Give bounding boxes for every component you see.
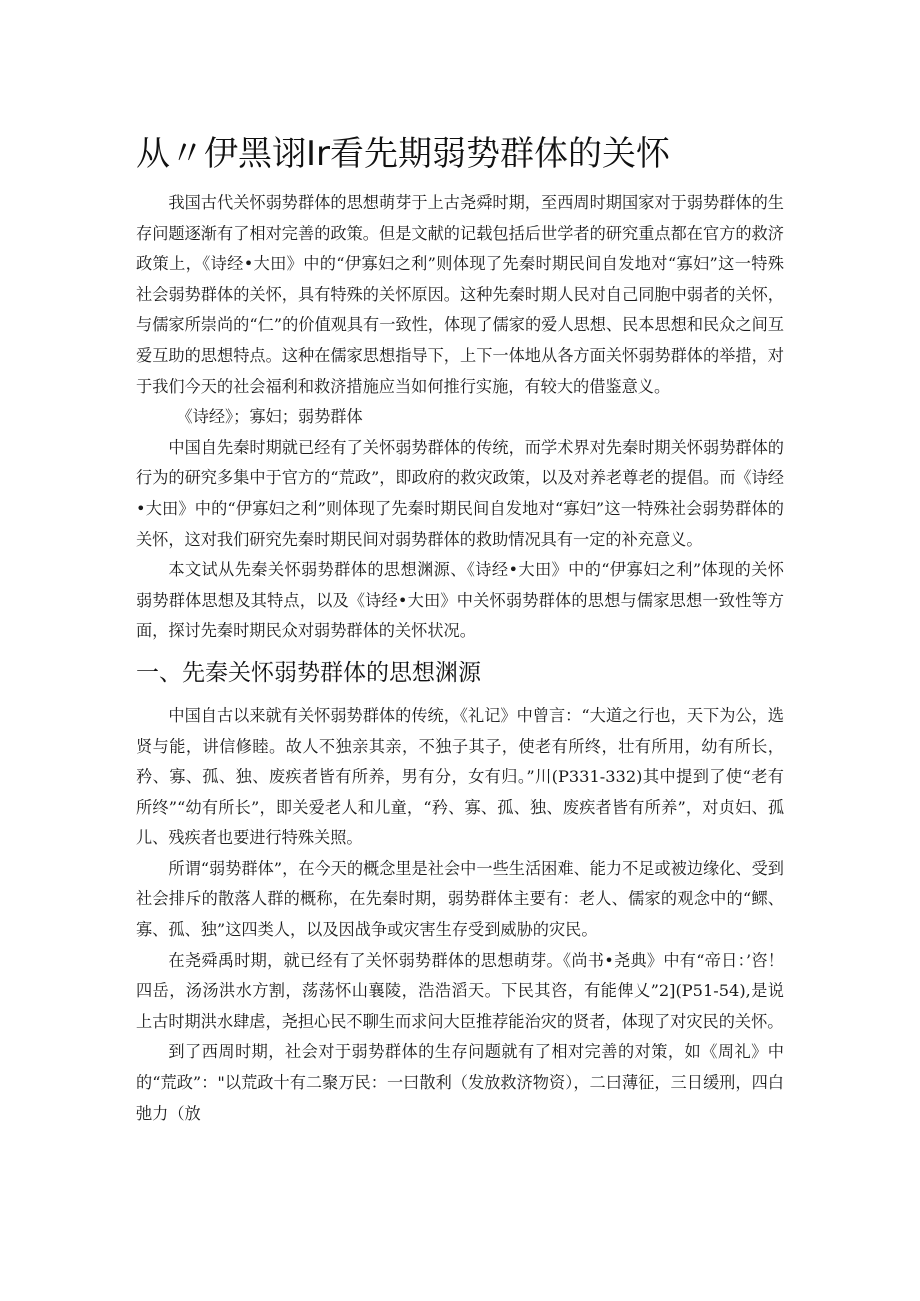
intro-paragraph: 中国自先秦时期就已经有了关怀弱势群体的传统，而学术界对先秦时期关怀弱势群体的行为的研究多集中于官方的“荒政”，即政府的救灾政策，以及对养老尊老的提倡。而《诗经•大田》中的“伊寡妇之利”则体现了先秦时期民间自发地对“寡妇”这一特殊社会弱势群体的关怀，这对我们研究先秦时期民间对弱势群体的救助情况具有一定的补充意义。	[136, 437, 784, 549]
section-paragraph: 中国自古以来就有关怀弱势群体的传统，《礼记》中曾言：“大道之行也，天下为公，选贤与能，讲信修睦。故人不独亲其亲，不独子其子，使老有所终，壮有所用，幼有所长，矜、寡、孤、独、废疾者皆有所养，男有分，女有归。”川(P331-332)其中提到了使“老有所终”“幼有所长”，即关爱老人和儿童，“矜、寡、孤、独、废疾者皆有所养”，对贞妇、孤儿、残疾者也要进行特殊关照。	[136, 705, 784, 848]
section-paragraph: 在尧舜禹时期，就已经有了关怀弱势群体的思想萌芽。《尚书•尧典》中有“帝日：’咨！四岳，汤汤洪水方割，荡荡怀山襄陵，浩浩滔天。下民其咨，有能俾乂”2](P51-54),是说上古时期洪水肆虐，尧担心民不聊生而求问大臣推荐能治灾的贤者，体现了对灾民的关怀。	[136, 950, 784, 1031]
document-title: 从〃伊黑诩Ir看先期弱势群体的关怀	[136, 134, 671, 174]
document-body	[136, 188, 784, 1129]
section-paragraph: 所谓“弱势群体”，在今天的概念里是社会中一些生活困难、能力不足或被边缘化、受到社会排斥的散落人群的概称，在先秦时期，弱势群体主要有：老人、儒家的观念中的“鳏、寡、孤、独”这四类人，以及因战争或灾害生存受到威胁的灾民。	[136, 858, 784, 940]
section-heading: 一、先秦关怀弱势群体的思想渊源	[136, 659, 481, 686]
abstract-paragraph: 我国古代关怀弱势群体的思想萌芽于上古尧舜时期，至西周时期国家对于弱势群体的生存问题逐渐有了相对完善的政策。但是文献的记载包括后世学者的研究重点都在官方的救济政策上，《诗经•大田》中的“伊寡妇之利”则体现了先秦时期民间自发地对“寡妇”这一特殊社会弱势群体的关怀，具有特殊的关怀原因。这种先秦时期人民对自己同胞中弱者的关怀，与儒家所崇尚的“仁”的价值观具有一致性，体现了儒家的爱人思想、民本思想和民众之间互爱互助的思想特点。这种在儒家思想指导下，上下一体地从各方面关怀弱势群体的举措，对于我们今天的社会福利和救济措施应当如何推行实施，有较大的借鉴意义。	[136, 193, 784, 396]
intro-paragraph: 本文试从先秦关怀弱势群体的思想渊源、《诗经•大田》中的“伊寡妇之利”体现的关怀弱势群体思想及其特点，以及《诗经•大田》中关怀弱势群体的思想与儒家思想一致性等方面，探讨先秦时期民众对弱势群体的关怀状况。	[136, 560, 784, 641]
keywords-line: 《诗经》；寡妇；弱势群体	[176, 407, 363, 427]
section-paragraph: 到了西周时期，社会对于弱势群体的生存问题就有了相对完善的对策，如《周礼》中的“荒政”："以荒政十有二聚万民：一曰散利（发放救济物资），二曰薄征，三日缓刑，四白弛力（放	[136, 1042, 784, 1123]
